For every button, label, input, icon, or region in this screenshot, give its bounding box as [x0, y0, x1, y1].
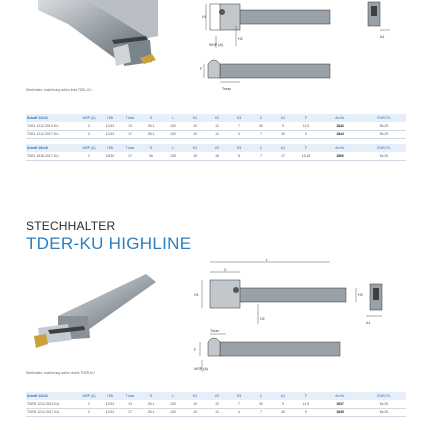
- section-heading-small: STECHHALTER: [26, 219, 116, 233]
- tmax-label-2: Tmax: [210, 329, 219, 333]
- table-cell: 30: [250, 400, 272, 408]
- table-cell: 15: [184, 152, 206, 160]
- header-cell: F: [294, 392, 318, 400]
- header-cell: H2: [206, 144, 228, 152]
- table-cell: 9: [294, 130, 318, 138]
- header-cell: Schaft 12x12: [26, 114, 78, 122]
- header-cell: F: [294, 114, 318, 122]
- table-cell: 26,1: [140, 130, 162, 138]
- spec-table-tdel: [26, 114, 406, 161]
- table-cell: 12/12: [100, 122, 120, 130]
- h1-label-2: H1: [194, 293, 199, 297]
- caption-tdel: Stechhalter: Ausführung außen links TDEL-KU: [26, 88, 92, 92]
- table-cell: 26,1: [140, 122, 162, 130]
- f-label: F: [200, 67, 203, 71]
- a1-label-2: A1: [366, 321, 371, 325]
- table-header-row: [26, 392, 406, 400]
- table-cell: 9: [294, 408, 318, 416]
- header-cell: L: [162, 392, 184, 400]
- l-label-2: L: [266, 258, 268, 262]
- table-cell: 7: [250, 408, 272, 416]
- header-cell: Schaft 16x16: [26, 144, 78, 152]
- header-cell: H1: [184, 392, 206, 400]
- table-cell: 1837: [318, 400, 362, 408]
- table-cell: 4: [228, 408, 250, 416]
- header-cell: Art.Nr.: [318, 144, 362, 152]
- technical-drawing-front-1: [200, 48, 350, 93]
- tool-photo-tdel: [28, 0, 158, 80]
- table-cell: 2: [78, 122, 100, 130]
- h2-label-2: H2: [260, 317, 265, 321]
- header-cell: F: [294, 144, 318, 152]
- table-row: [26, 122, 406, 130]
- c-label-2: C: [224, 268, 227, 272]
- table-cell: 16: [206, 152, 228, 160]
- table-cell: 30: [250, 122, 272, 130]
- header-cell: WSP (A): [78, 144, 100, 152]
- spec-table-tder: [26, 392, 406, 417]
- table-cell: 26,1: [140, 400, 162, 408]
- table-cell: 17: [272, 152, 294, 160]
- header-cell: H2: [206, 392, 228, 400]
- header-cell: EUR/ St.: [362, 144, 406, 152]
- table-cell: 1843: [318, 122, 362, 130]
- table-cell: 10: [184, 122, 206, 130]
- header-cell: A1: [272, 144, 294, 152]
- table-cell: 1860: [318, 152, 362, 160]
- section-heading-large: TDER-KU HIGHLINE: [26, 234, 192, 253]
- table-cell: TDER 1212-2017-KU: [26, 408, 78, 416]
- table-cell: 12/12: [100, 400, 120, 408]
- table-cell: 30: [272, 130, 294, 138]
- header-cell: EUR/ St.: [362, 392, 406, 400]
- table-cell: 17: [120, 130, 140, 138]
- table-cell: 11,5: [294, 400, 318, 408]
- table-cell: 26,1: [140, 408, 162, 416]
- h2-label: H2: [238, 37, 243, 41]
- table-cell: TDEL 1212-2017-KU: [26, 130, 78, 138]
- header-cell: Schaft 12x12: [26, 392, 78, 400]
- table-cell: 17: [120, 152, 140, 160]
- table-row: [26, 408, 406, 416]
- tool-photo-tder: [28, 268, 158, 358]
- a1-label: A1: [380, 35, 385, 39]
- table-cell: 7: [250, 130, 272, 138]
- table-cell: 12: [206, 408, 228, 416]
- header-cell: C: [250, 392, 272, 400]
- header-cell: H2: [206, 114, 228, 122]
- table-cell: 2: [78, 130, 100, 138]
- table-row: [26, 130, 406, 138]
- table-cell: TDEL 1212-2013-KU: [26, 122, 78, 130]
- header-cell: C: [250, 114, 272, 122]
- table-cell: 11,5: [294, 122, 318, 130]
- table-cell: 84,20: [362, 152, 406, 160]
- table-cell: 12: [206, 130, 228, 138]
- table-cell: 2: [78, 152, 100, 160]
- table-cell: 10: [184, 408, 206, 416]
- table-cell: 12/12: [100, 130, 120, 138]
- header-cell: Tmax: [120, 114, 140, 122]
- table-cell: 7: [250, 152, 272, 160]
- table-cell: TDER 1212-2013-KU: [26, 400, 78, 408]
- caption-tder: Stechhalter: Ausführung außen rechts TDER-KU: [26, 371, 95, 375]
- header-cell: WSP (A): [78, 114, 100, 122]
- table-cell: 84,20: [362, 122, 406, 130]
- table-header-row: [26, 144, 406, 152]
- header-cell: H1: [184, 114, 206, 122]
- header-cell: Tmax: [120, 144, 140, 152]
- table-cell: 16/16: [100, 152, 120, 160]
- header-cell: H/B: [100, 392, 120, 400]
- table-row: [26, 152, 406, 160]
- table-cell: 12: [206, 400, 228, 408]
- table-cell: 125: [162, 152, 184, 160]
- header-cell: H1: [184, 144, 206, 152]
- header-cell: H3: [228, 114, 250, 122]
- technical-drawing-front-2: [180, 328, 360, 373]
- h3-label-2: H3: [358, 293, 363, 297]
- table-cell: 13: [120, 400, 140, 408]
- header-cell: C: [250, 144, 272, 152]
- table-cell: 13: [120, 122, 140, 130]
- table-cell: 36: [140, 152, 162, 160]
- header-cell: A1: [272, 114, 294, 122]
- table-cell: 2: [78, 400, 100, 408]
- table-cell: 84,20: [362, 130, 406, 138]
- table-cell: 1844: [318, 130, 362, 138]
- table-cell: 17: [120, 408, 140, 416]
- header-cell: H/B: [100, 114, 120, 122]
- technical-drawing-top-2: [180, 258, 400, 328]
- header-cell: Art.Nr.: [318, 392, 362, 400]
- header-cell: Art.Nr.: [318, 114, 362, 122]
- header-cell: D: [140, 392, 162, 400]
- wsp-label: WSP (A): [209, 43, 223, 47]
- h1-label: H1: [202, 15, 207, 19]
- table-cell: 9: [272, 122, 294, 130]
- table-cell: 100: [162, 408, 184, 416]
- table-cell: 10: [184, 400, 206, 408]
- table-cell: 2: [78, 408, 100, 416]
- header-cell: H3: [228, 144, 250, 152]
- table-cell: 12/12: [100, 408, 120, 416]
- table-cell: 100: [162, 130, 184, 138]
- header-cell: L: [162, 114, 184, 122]
- table-cell: 9: [272, 400, 294, 408]
- header-cell: D: [140, 114, 162, 122]
- table-cell: TDEL 1616-2017-KU: [26, 152, 78, 160]
- table-cell: 15,18: [294, 152, 318, 160]
- table-row: [26, 400, 406, 408]
- table-header-row: [26, 114, 406, 122]
- table-cell: 100: [162, 400, 184, 408]
- table-cell: 100: [162, 122, 184, 130]
- table-cell: 7: [228, 400, 250, 408]
- table-cell: 7: [228, 122, 250, 130]
- table-cell: 4: [228, 130, 250, 138]
- f-label-2: F: [194, 348, 197, 352]
- table-cell: 10: [184, 130, 206, 138]
- table-cell: 1845: [318, 408, 362, 416]
- table-cell: 84,20: [362, 408, 406, 416]
- header-cell: Tmax: [120, 392, 140, 400]
- tmax-label: Tmax: [222, 87, 231, 91]
- table-cell: 8: [228, 152, 250, 160]
- wsp-label-2: WSP (A): [194, 367, 208, 371]
- header-cell: H/B: [100, 144, 120, 152]
- header-cell: H3: [228, 392, 250, 400]
- table-cell: 30: [272, 408, 294, 416]
- header-cell: D: [140, 144, 162, 152]
- header-cell: A1: [272, 392, 294, 400]
- header-cell: EUR/ St.: [362, 114, 406, 122]
- table-cell: 84,20: [362, 400, 406, 408]
- table-cell: 12: [206, 122, 228, 130]
- header-cell: L: [162, 144, 184, 152]
- header-cell: WSP (A): [78, 392, 100, 400]
- technical-drawing-top-1: [200, 0, 400, 48]
